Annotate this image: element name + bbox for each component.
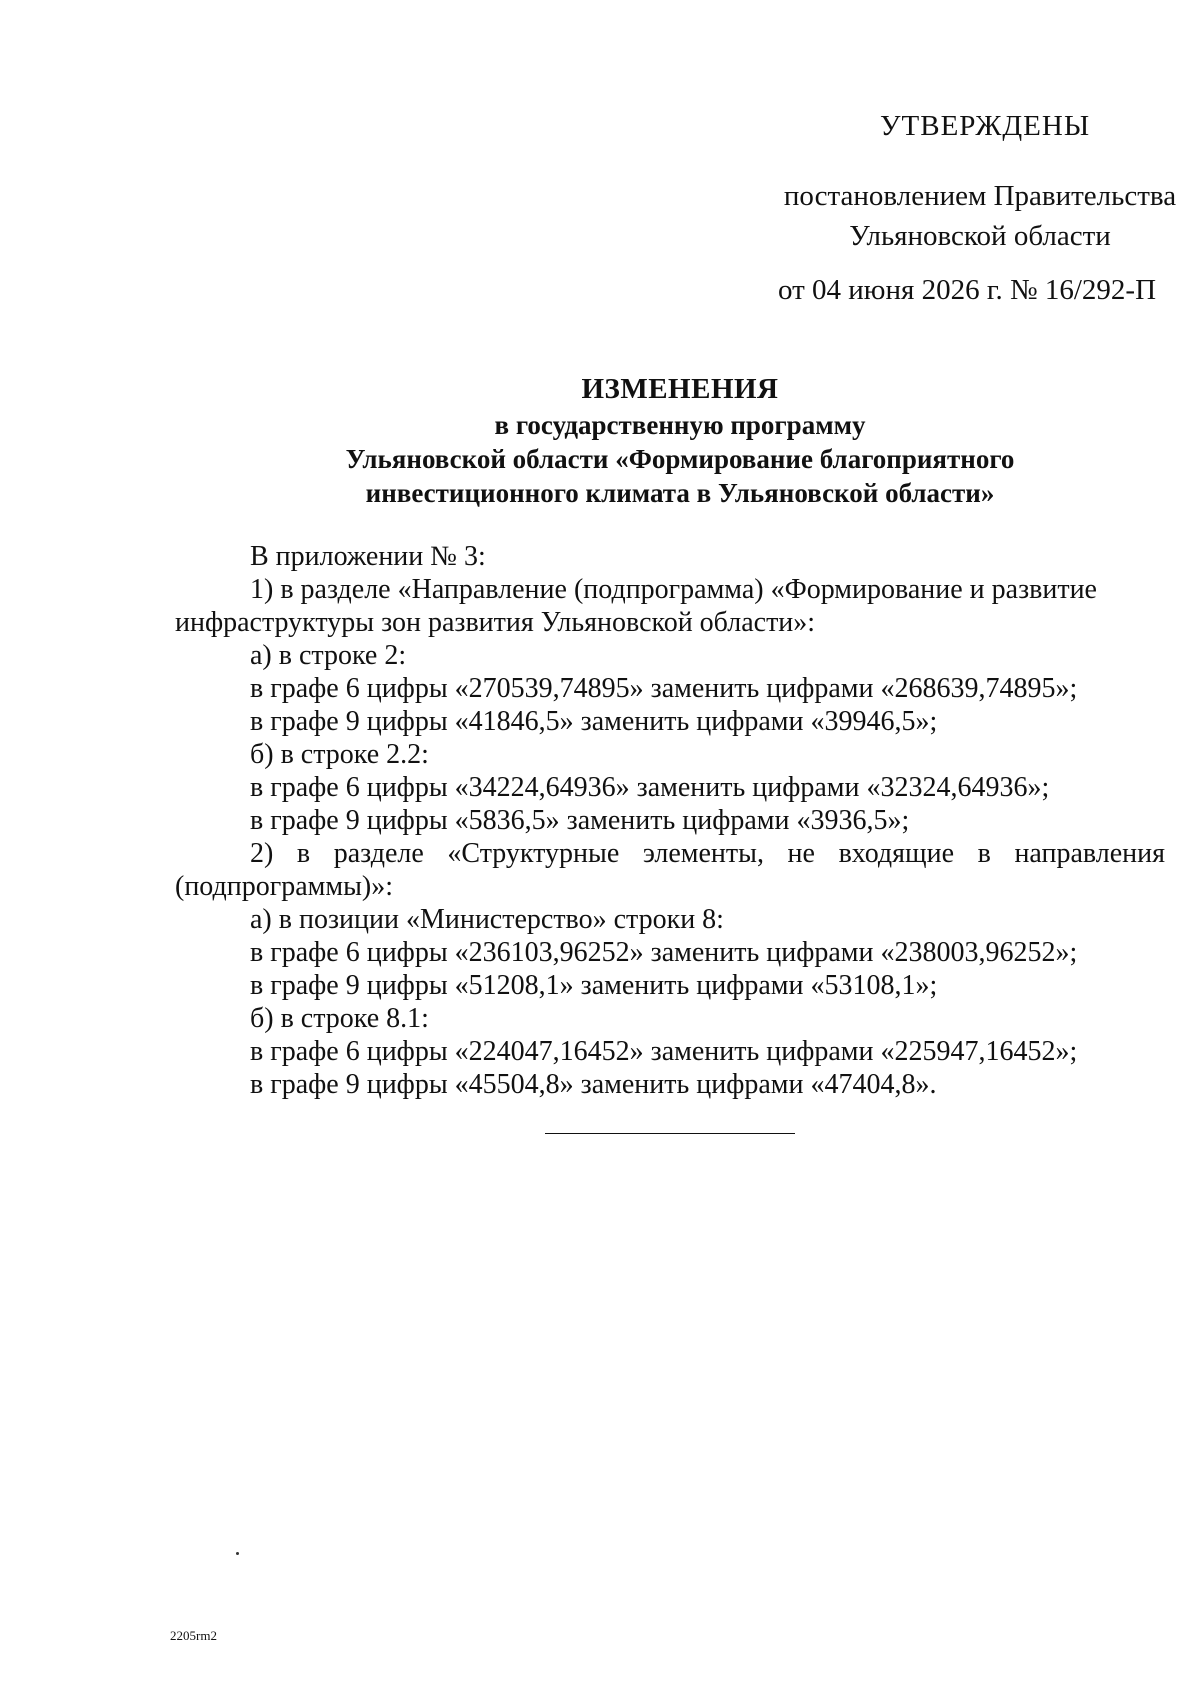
body-line: в графе 9 цифры «5836,5» заменить цифрами «3936,5»; [250, 805, 910, 836]
title-line-2: в государственную программу [494, 410, 866, 440]
body-line: 2) в разделе «Структурные элементы, не входящие в направления [250, 838, 1165, 869]
body-line: в графе 6 цифры «236103,96252» заменить цифрами «238003,96252»; [250, 937, 1078, 968]
body-line: в графе 6 цифры «34224,64936» заменить цифрами «32324,64936»; [250, 772, 1050, 803]
approval-stamp-heading: УТВЕРЖДЕНЫ [880, 110, 1091, 142]
body-line: 1) в разделе «Направление (подпрограмма) «Формирование и развитие [250, 574, 1097, 605]
body-line: (подпрограммы)»: [175, 871, 393, 902]
body-line: инфраструктуры зон развития Ульяновской области»: [175, 607, 816, 638]
body-line: а) в позиции «Министерство» строки 8: [250, 904, 724, 935]
document-footer-code: 2205rm2 [170, 1628, 217, 1643]
decree-date-number: от 04 июня 2026 г. № 16/292-П [778, 274, 1157, 306]
body-line: а) в строке 2: [250, 640, 407, 671]
end-of-text-rule [545, 1133, 795, 1134]
approval-authority [780, 176, 1180, 256]
title-line-3: Ульяновской области «Формирование благоприятного [345, 444, 1015, 474]
document-title [200, 372, 1160, 510]
body-line: в графе 6 цифры «224047,16452» заменить цифрами «225947,16452»; [250, 1036, 1078, 1067]
body-line: б) в строке 8.1: [250, 1003, 429, 1034]
body-line: в графе 6 цифры «270539,74895» заменить цифрами «268639,74895»; [250, 673, 1078, 704]
body-line: в графе 9 цифры «41846,5» заменить цифрами «39946,5»; [250, 706, 938, 737]
scan-speck [236, 1552, 239, 1555]
body-line: б) в строке 2.2: [250, 739, 429, 770]
decree-authority-line1: постановлением Правительства [783, 180, 1177, 212]
title-line-4: инвестиционного климата в Ульяновской области» [365, 478, 995, 508]
body-line: В приложении № 3: [250, 541, 486, 572]
title-heading: ИЗМЕНЕНИЯ [581, 373, 779, 405]
body-line: в графе 9 цифры «51208,1» заменить цифрами «53108,1»; [250, 970, 938, 1001]
document-body [175, 540, 1165, 1101]
decree-authority-line2: Ульяновской области [849, 220, 1111, 252]
body-line: в графе 9 цифры «45504,8» заменить цифрами «47404,8». [250, 1069, 937, 1100]
